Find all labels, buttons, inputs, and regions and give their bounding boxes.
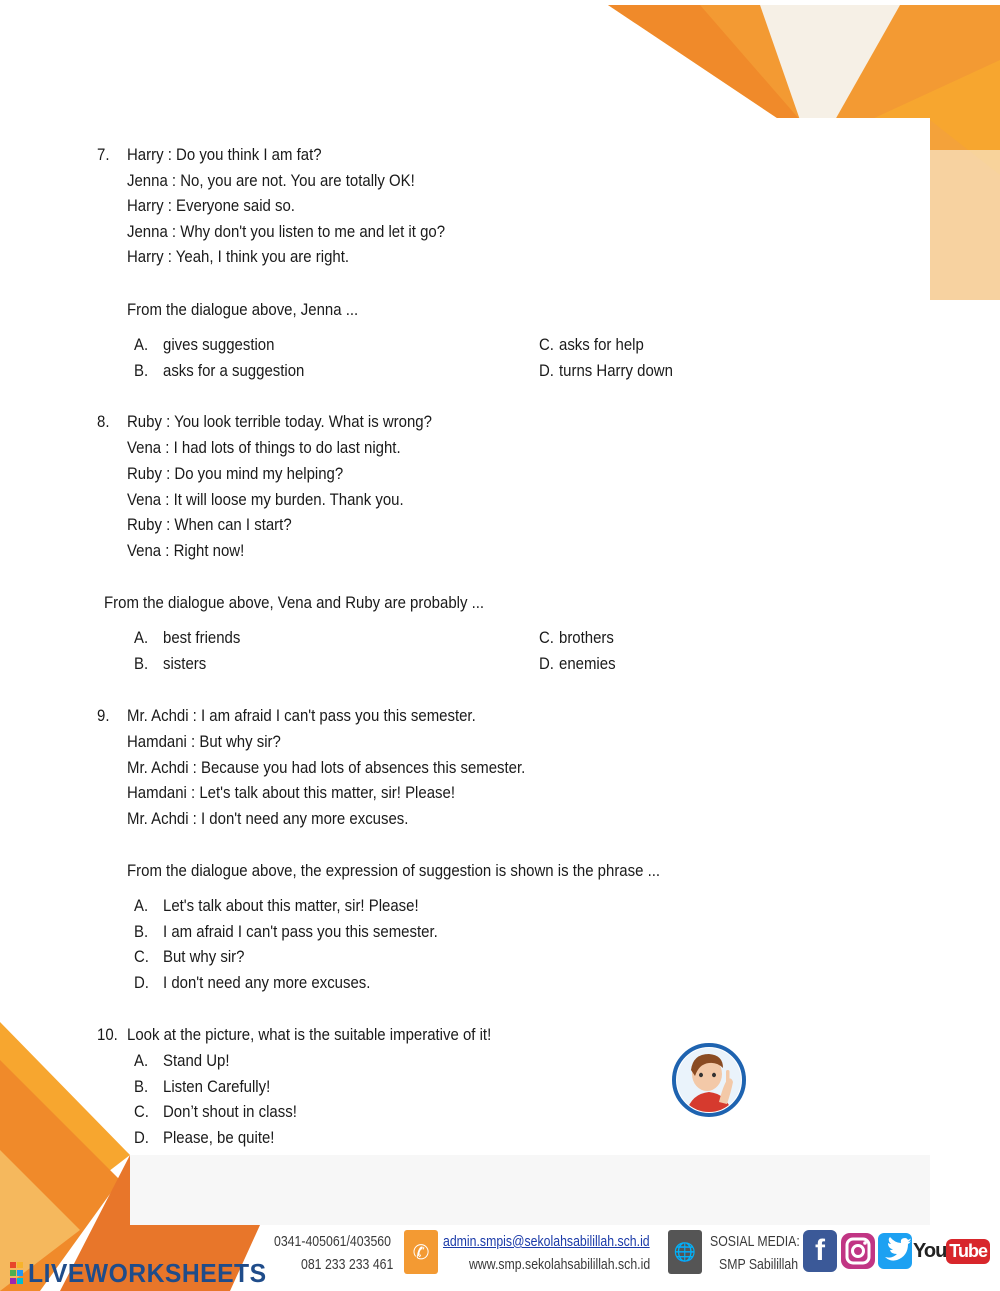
question-8-prompt: From the dialogue above, Vena and Ruby are probably ... <box>104 593 485 612</box>
question-10-option-b[interactable]: Listen Carefully! <box>163 1077 271 1096</box>
footer-website[interactable]: www.smp.sekolahsabilillah.sch.id <box>469 1256 651 1273</box>
question-7-number: 7. <box>97 145 110 164</box>
question-9-dialogue-line-1: Mr. Achdi : I am afraid I can't pass you this semester. <box>127 706 476 725</box>
footer-email-link[interactable]: admin.smpis@sekolahsabilillah.sch.id <box>443 1233 650 1250</box>
question-8-option-b[interactable]: sisters <box>163 654 207 673</box>
question-10-number: 10. <box>97 1025 118 1044</box>
question-8-option-a[interactable]: best friends <box>163 628 241 647</box>
question-9-option-b[interactable]: I am afraid I can't pass you this semester. <box>163 922 438 941</box>
question-8-dialogue-line-4: Vena : It will loose my burden. Thank you. <box>127 490 404 509</box>
question-7-dialogue-line-2: Jenna : No, you are not. You are totally OK! <box>127 171 415 190</box>
question-9-option-a[interactable]: Let's talk about this matter, sir! Please! <box>163 896 419 915</box>
question-9-number: 9. <box>97 706 110 725</box>
question-9-dialogue-line-2: Hamdani : But why sir? <box>127 732 281 751</box>
question-9-prompt: From the dialogue above, the expression of suggestion is shown is the phrase ... <box>127 861 661 880</box>
question-8-dialogue-line-6: Vena : Right now! <box>127 541 245 560</box>
instagram-icon[interactable] <box>840 1230 876 1272</box>
question-10-option-c-letter: C. <box>134 1102 149 1121</box>
question-7-prompt: From the dialogue above, Jenna ... <box>127 300 359 319</box>
liveworksheets-brand[interactable]: LIVEWORKSHEETS <box>28 1258 267 1288</box>
question-10-option-a[interactable]: Stand Up! <box>163 1051 230 1070</box>
question-9-option-b-letter: B. <box>134 922 149 941</box>
question-8-dialogue-line-5: Ruby : When can I start? <box>127 515 292 534</box>
question-10-option-c[interactable]: Don’t shout in class! <box>163 1102 297 1121</box>
question-9-dialogue-line-4: Hamdani : Let's talk about this matter, sir! Please! <box>127 783 455 802</box>
question-8-dialogue-line-1: Ruby : You look terrible today. What is wrong? <box>127 412 432 431</box>
question-9-option-d-letter: D. <box>134 973 149 992</box>
quiet-gesture-picture <box>671 1042 747 1118</box>
question-8-option-c-letter: C. <box>539 628 554 647</box>
question-7-option-c[interactable]: asks for help <box>559 335 644 354</box>
question-8-option-c[interactable]: brothers <box>559 628 614 647</box>
question-9-option-c-letter: C. <box>134 947 149 966</box>
question-7-dialogue-line-5: Harry : Yeah, I think you are right. <box>127 247 350 266</box>
question-8-option-d-letter: D. <box>539 654 554 673</box>
question-7-dialogue-line-4: Jenna : Why don't you listen to me and let it go? <box>127 222 446 241</box>
phone-icon: ✆ <box>404 1230 438 1274</box>
question-10-option-a-letter: A. <box>134 1051 149 1070</box>
question-8-option-d[interactable]: enemies <box>559 654 616 673</box>
question-8-option-a-letter: A. <box>134 628 149 647</box>
footer-social-label: SOSIAL MEDIA: <box>710 1233 800 1250</box>
question-9-option-d[interactable]: I don't need any more excuses. <box>163 973 371 992</box>
question-8-dialogue-line-3: Ruby : Do you mind my helping? <box>127 464 344 483</box>
question-7-option-a-letter: A. <box>134 335 149 354</box>
globe-icon: 🌐 <box>668 1230 702 1274</box>
question-9-option-c[interactable]: But why sir? <box>163 947 245 966</box>
question-10-prompt: Look at the picture, what is the suitable imperative of it! <box>127 1025 492 1044</box>
question-7-option-a[interactable]: gives suggestion <box>163 335 275 354</box>
question-9-dialogue-line-3: Mr. Achdi : Because you had lots of absences this semester. <box>127 758 526 777</box>
question-10-option-b-letter: B. <box>134 1077 149 1096</box>
question-8-number: 8. <box>97 412 110 431</box>
footer-phone-1: 0341-405061/403560 <box>274 1233 391 1250</box>
youtube-icon[interactable]: You Tube <box>913 1236 990 1266</box>
question-9-dialogue-line-5: Mr. Achdi : I don't need any more excuses. <box>127 809 409 828</box>
question-8-dialogue-line-2: Vena : I had lots of things to do last night. <box>127 438 401 457</box>
question-7-option-b-letter: B. <box>134 361 149 380</box>
question-7-option-d[interactable]: turns Harry down <box>559 361 673 380</box>
question-8-option-b-letter: B. <box>134 654 149 673</box>
question-10-option-d[interactable]: Please, be quite! <box>163 1128 275 1147</box>
footer-phone-2: 081 233 233 461 <box>301 1256 394 1273</box>
question-9-option-a-letter: A. <box>134 896 149 915</box>
question-7-option-c-letter: C. <box>539 335 554 354</box>
twitter-icon[interactable] <box>878 1230 912 1272</box>
liveworksheets-logo-mark <box>10 1262 24 1284</box>
footer-social-name: SMP Sabilillah <box>719 1256 799 1273</box>
question-7-dialogue-line-3: Harry : Everyone said so. <box>127 196 295 215</box>
question-7-dialogue-line-1: Harry : Do you think I am fat? <box>127 145 322 164</box>
question-10-option-d-letter: D. <box>134 1128 149 1147</box>
question-7-option-b[interactable]: asks for a suggestion <box>163 361 305 380</box>
question-7-option-d-letter: D. <box>539 361 554 380</box>
facebook-icon[interactable]: f <box>803 1230 837 1272</box>
